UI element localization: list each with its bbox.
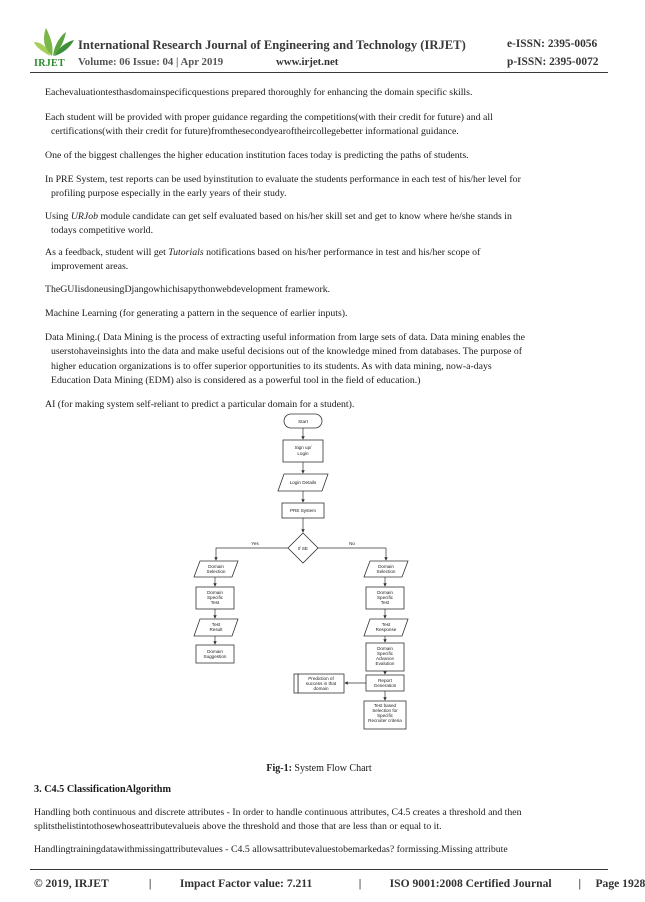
no-label: No (349, 541, 355, 546)
bullet-item: One of the biggest challenges the higher education institution faces today is predicting the paths of students. (45, 150, 469, 161)
bullet-item: AI (for making system self-reliant to predict a particular domain for a student). (45, 399, 355, 410)
journal-url[interactable]: www.irjet.net (276, 56, 339, 68)
figure-caption: Fig-1: System Flow Chart (266, 763, 372, 774)
bullet-item: Each student will be provided with proper guidance regarding the competitions(with their credit for future) and all certifications(with their credit for future)fromthesecondyearoftheircollegebetter informational guidance. (45, 112, 493, 138)
svg-text:success in that: success in that (305, 681, 337, 686)
svg-text:Domain: Domain (377, 646, 393, 651)
journal-title: International Research Journal of Engineering and Technology (IRJET) (78, 38, 466, 52)
logo-text: IRJET (34, 58, 65, 69)
e-issn: e-ISSN: 2395-0056 (507, 38, 598, 50)
section-paragraph: Handlingtrainingdatawithmissingattributevalues - C4.5 allowsattributevaluestobemarkedas? formissing.Missing attribute (34, 844, 508, 855)
svg-text:Evalution: Evalution (375, 661, 395, 666)
svg-text:Domain: Domain (377, 590, 393, 595)
svg-text:Domain: Domain (207, 649, 223, 654)
svg-text:domain: domain (313, 686, 329, 691)
footer-rule (30, 869, 608, 870)
section-heading: 3. C4.5 ClassificationAlgorithm (34, 784, 171, 795)
bullet-item: Using URJob module candidate can get self evaluated based on his/her skill set and get to know where he/she stands in todays competitive world. (45, 211, 512, 237)
svg-text:Selection: Selection (376, 569, 396, 574)
svg-text:Result: Result (209, 627, 223, 632)
bullet-item: Data Mining.( Data Mining is the process of extracting useful information from large sets of data. Data mining enables the userstohaveinsights into the data and make useful decisions out of the knowledge mined from databases. The purpose of higher education organizations is to offer superior opportunities to its students. As with data mining, now-a-days Education Data Mining (EDM) also is considered as a powerful tool in the field of education.) (45, 332, 526, 387)
yes-label: Yes (251, 541, 259, 546)
svg-text:Suggestion: Suggestion (203, 654, 227, 659)
svg-text:Specific: Specific (206, 595, 224, 600)
svg-text:Domain: Domain (208, 564, 224, 569)
bullet-item: In PRE System, test reports can be used byinstitution to evaluate the students performance in each test of his/her level for profiling purpose especially in the early years of their study. (45, 174, 521, 200)
bullet-item: Machine Learning (for generating a pattern in the sequence of earlier inputs). (45, 308, 348, 319)
urjob-term: URJob (70, 211, 99, 222)
svg-text:Test: Test (210, 600, 220, 605)
footer-separator: | (578, 877, 582, 890)
svg-text:Specific: Specific (376, 713, 394, 718)
section-paragraph: Handling both continuous and discrete attributes - In order to handle continuous attributes, C4.5 creates a threshold and then splitsthelistintothosewhoseattributevalueis above the threshold and those that are less than or equal to it. (34, 807, 522, 833)
signup-label: Sign up/ (294, 445, 312, 450)
bullet-item: TheGUIisdoneusingDjangowhichisapythonwebdevelopment framework. (45, 284, 331, 295)
svg-text:Response: Response (375, 627, 397, 632)
svg-text:Generation: Generation (373, 683, 397, 688)
bullet-item: Eachevaluationtesthasdomainspecificquestions prepared thoroughly for enhancing the domain specific skills. (45, 87, 473, 98)
svg-text:Test based: Test based (373, 703, 397, 708)
footer-iso: ISO 9001:2008 Certified Journal (389, 877, 552, 890)
svg-text:Specific: Specific (376, 651, 394, 656)
footer-separator: | (358, 877, 362, 890)
footer-copyright: © 2019, IRJET (34, 877, 109, 890)
svg-text:Selection: Selection (206, 569, 226, 574)
svg-text:Test: Test (380, 600, 390, 605)
p-issn: p-ISSN: 2395-0072 (507, 56, 599, 68)
footer-impact: Impact Factor value: 7.211 (179, 877, 313, 890)
pre-system-label: PRE System (289, 508, 317, 513)
volume-issue: Volume: 06 Issue: 04 | Apr 2019 (78, 56, 224, 68)
svg-text:Test: Test (381, 622, 391, 627)
bullet-item: As a feedback, student will get Tutorials notifications based on his/her performance in test and his/her scope of improvement areas. (45, 247, 481, 273)
footer-separator: | (148, 877, 152, 890)
svg-text:Test: Test (211, 622, 221, 627)
svg-text:Specific: Specific (376, 595, 394, 600)
tutorials-term: Tutorials (168, 247, 204, 258)
footer-page: Page 1928 (595, 877, 645, 890)
signup-label: Login (297, 451, 309, 456)
svg-text:Recruiter criteria: Recruiter criteria (368, 718, 402, 723)
page-footer (34, 877, 645, 890)
svg-text:Prediction of: Prediction of (308, 676, 334, 681)
login-details-label: Login Details (289, 480, 317, 485)
svg-text:Selection for: Selection for (372, 708, 398, 713)
decision-label: If SE (298, 546, 308, 551)
svg-text:Domain: Domain (207, 590, 223, 595)
start-label: Start (298, 419, 308, 424)
svg-text:Advance: Advance (376, 656, 394, 661)
svg-text:Report: Report (378, 678, 392, 683)
svg-text:Domain: Domain (378, 564, 394, 569)
